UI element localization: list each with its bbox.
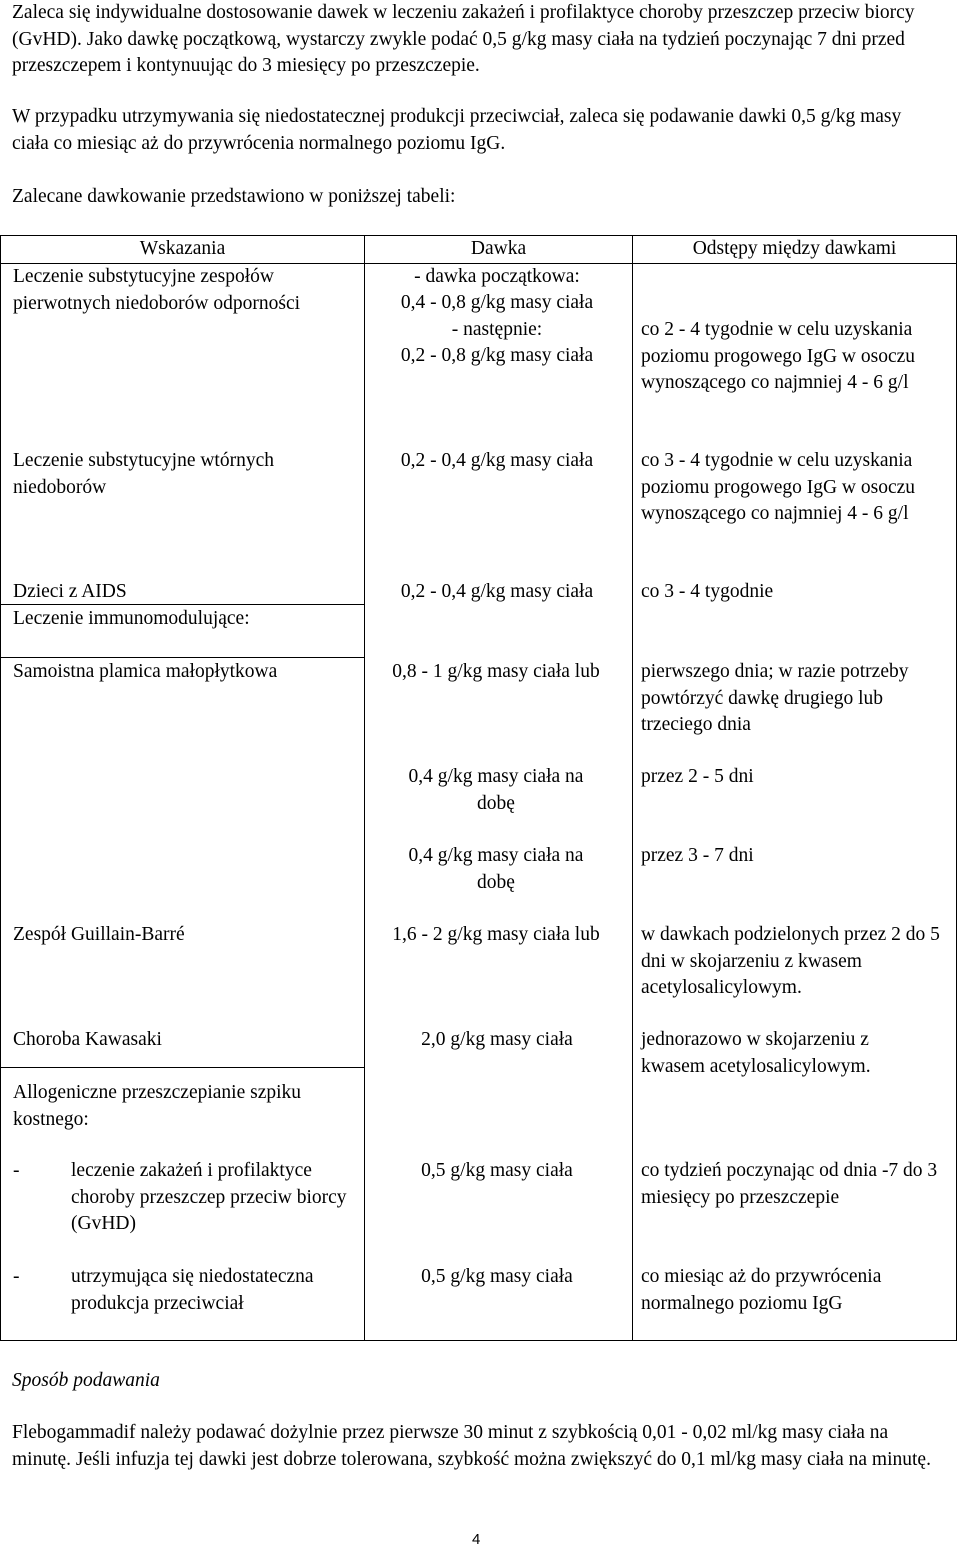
list-dash: - [13, 1160, 20, 1181]
subitem-antibody-deficiency-text: utrzymująca się niedostateczna produkcja przeciwciał [71, 1266, 314, 1314]
dose-itp-b: 0,4 g/kg masy ciała na dobę [408, 766, 584, 814]
dosage-table [0, 235, 957, 1341]
dose-aids-children: 0,2 - 0,4 g/kg masy ciała [400, 581, 594, 602]
method-section-title: Sposób podawania [12, 1370, 160, 1391]
dose-initial-label: - dawka początkowa: [414, 266, 580, 287]
interval-itp-b: przez 2 - 5 dni [641, 766, 754, 787]
interval-kawasaki: jednorazowo w skojarzeniu z kwasem acetylosalicylowym. [641, 1029, 871, 1077]
interval-primary-immunodeficiency: co 2 - 4 tygodnie w celu uzyskania poziomu progowego IgG w osoczu wynoszącego co najmniej 4 - 6 g/l [641, 319, 916, 393]
interval-itp-a: pierwszego dnia; w razie potrzeby powtórzyć dawkę drugiego lub trzeciego dnia [641, 661, 909, 735]
interval-antibody-deficiency: co miesiąc aż do przywrócenia normalnego poziomu IgG [641, 1266, 882, 1314]
dose-itp-c: 0,4 g/kg masy ciała na dobę [408, 845, 584, 893]
page-number: 4 [472, 1531, 481, 1548]
interval-aids-children: co 3 - 4 tygodnie [641, 581, 774, 602]
subitem-gvhd-text: leczenie zakażeń i profilaktyce choroby przeszczep przeciw biorcy (GvHD) [71, 1160, 347, 1234]
intro-paragraph-3: Zalecane dawkowanie przedstawiono w poniższej tabeli: [12, 186, 456, 207]
dose-subsequent-value: 0,2 - 0,8 g/kg masy ciała [400, 345, 594, 366]
dose-secondary-immunodeficiency: 0,2 - 0,4 g/kg masy ciała [400, 450, 594, 471]
indication-primary-immunodeficiency: Leczenie substytucyjne zespołów pierwotnych niedoborów odporności [13, 266, 301, 314]
column-divider [632, 236, 633, 1340]
row-divider [1, 1067, 364, 1068]
dose-subsequent-label: - następnie: [451, 319, 543, 340]
dose-kawasaki: 2,0 g/kg masy ciała [421, 1029, 573, 1050]
header-interval: Odstępy między dawkami [692, 238, 897, 259]
interval-itp-c: przez 3 - 7 dni [641, 845, 754, 866]
interval-guillain-barre: w dawkach podzielonych przez 2 do 5 dni w skojarzeniu z kwasem acetylosalicylowym. [641, 924, 940, 998]
interval-secondary-immunodeficiency: co 3 - 4 tygodnie w celu uzyskania poziomu progowego IgG w osoczu wynoszącego co najmniej 4 - 6 g/l [641, 450, 916, 524]
row-divider [1, 657, 364, 658]
indication-kawasaki: Choroba Kawasaki [13, 1029, 162, 1050]
dose-guillain-barre: 1,6 - 2 g/kg masy ciała lub [392, 924, 600, 945]
dose-initial-value: 0,4 - 0,8 g/kg masy ciała [400, 292, 594, 313]
indication-secondary-immunodeficiency: Leczenie substytucyjne wtórnych niedoborów [13, 450, 274, 498]
list-dash: - [13, 1266, 20, 1287]
indication-immunomodulation-heading: Leczenie immunomodulujące: [13, 608, 250, 629]
intro-paragraph-1: Zaleca się indywidualne dostosowanie dawek w leczeniu zakażeń i profilaktyce choroby przeszczep przeciw biorcy (GvHD). Jako dawkę początkową, wystarczy zwykle podać 0,5 g/kg masy ciała na tydzień poczynając 7 dni przed przeszczepem i kontynuując do 3 miesięcy po przeszczepie. [12, 2, 915, 76]
dose-antibody-deficiency: 0,5 g/kg masy ciała [421, 1266, 573, 1287]
indication-aids-children: Dzieci z AIDS [13, 581, 127, 602]
indication-bone-marrow-transplant: Allogeniczne przeszczepianie szpiku kostnego: [13, 1082, 302, 1130]
method-paragraph: Flebogammadif należy podawać dożylnie przez pierwsze 30 minut z szybkością 0,01 - 0,02 ml/kg masy ciała na minutę. Jeśli infuzja tej dawki jest dobrze tolerowana, szybkość można zwiększyć do 0,1 ml/kg masy ciała na minutę. [12, 1422, 931, 1470]
column-divider [364, 236, 365, 1340]
dose-gvhd: 0,5 g/kg masy ciała [421, 1160, 573, 1181]
dose-itp-a: 0,8 - 1 g/kg masy ciała lub [392, 661, 600, 682]
indication-guillain-barre: Zespół Guillain-Barré [13, 924, 185, 945]
indication-itp: Samoistna plamica małopłytkowa [13, 661, 278, 682]
header-dose: Dawka [470, 238, 527, 259]
header-indication: Wskazania [139, 238, 226, 259]
interval-gvhd: co tydzień poczynając od dnia -7 do 3 miesięcy po przeszczepie [641, 1160, 938, 1208]
intro-paragraph-2: W przypadku utrzymywania się niedostatecznej produkcji przeciwciał, zaleca się podawanie dawki 0,5 g/kg masy ciała co miesiąc aż do przywrócenia normalnego poziomu IgG. [12, 106, 902, 154]
